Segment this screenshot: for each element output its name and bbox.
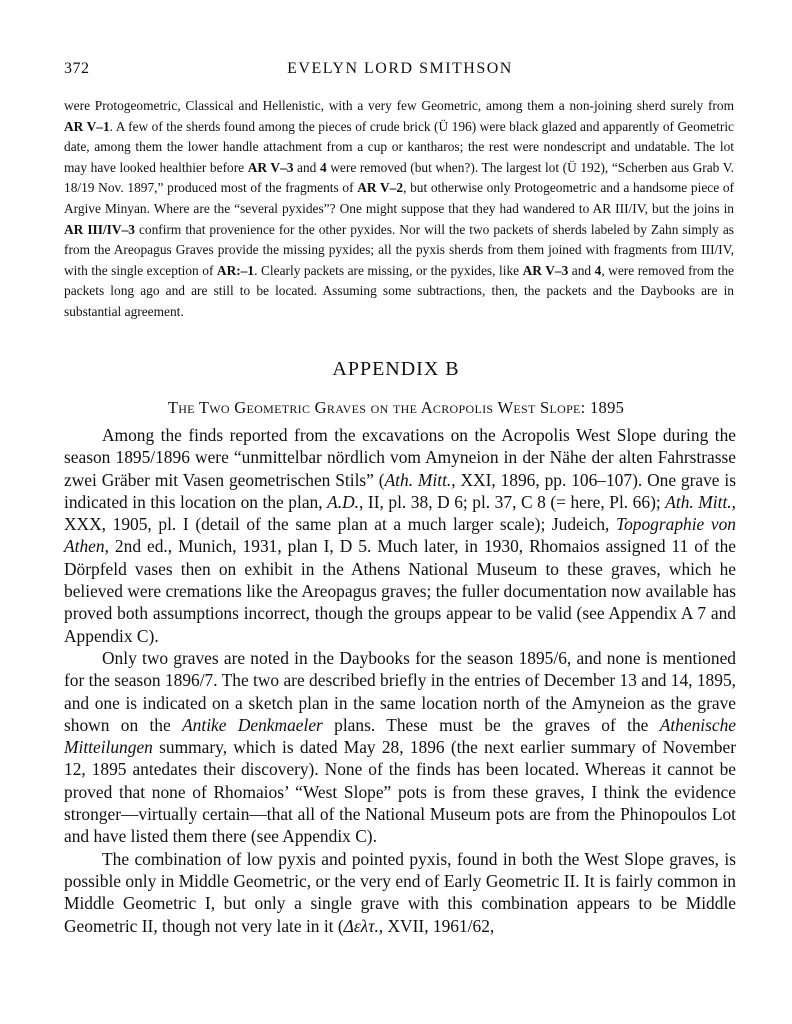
catalog-ref: AR III/IV–3: [64, 221, 135, 237]
citation-title: Ath. Mitt.: [384, 469, 452, 490]
paragraph: [64, 424, 736, 647]
text-run: summary, which is dated May 28, 1896 (the next earlier summary of November 12, 1895 antedates their discovery). None of the finds has been located. Whereas it cannot be proved that none of Rhomaios’ “West Slope” pots is from these graves, I think the evidence stronger—virtually certain—that all of the National Museum pots are from the Phinopoulos Lot and have listed them there (see Appendix C).: [64, 737, 736, 847]
citation-title: Topographie von Athen: [64, 514, 736, 557]
running-head: [64, 60, 736, 82]
citation-title: A.D.: [327, 491, 360, 512]
paragraph: [64, 647, 736, 848]
text-run: and: [568, 262, 595, 278]
catalog-ref: AR V–1: [64, 118, 110, 134]
catalog-ref: AR V–3: [247, 159, 294, 175]
text-run: plans. These must be the graves of the: [322, 714, 660, 735]
text-run: . Clearly packets are missing, or the pyxides, like: [254, 262, 523, 278]
text-run: were Protogeometric, Classical and Hellenistic, with a very few Geometric, among them a non-joining sherd surely from: [64, 98, 734, 113]
paragraph: [64, 848, 736, 937]
text-run: , XXX, 1905, pl. I (detail of the same plan at a much larger scale); Judeich,: [64, 491, 736, 535]
citation-title: Ath. Mitt.: [665, 491, 732, 512]
appendix-subtitle: The Two Geometric Graves on the Acropolis West Slope: 1895: [167, 398, 625, 417]
text-run: . A few of the sherds found among the pieces of crude brick (Ü 196) were black glazed and apparently of Geometric date, among them the lower handle attachment from a cup or kantharos; the rest were nondescript and undatable. The lot may have looked healthier before: [64, 118, 734, 175]
text-run: , XXI, 1896, pp. 106–107). One grave is indicated in this location on the plan,: [64, 469, 736, 512]
catalog-ref: AR V–3: [522, 262, 569, 278]
text-run: , 2nd ed., Munich, 1931, plan I, D 5. Much later, in 1930, Rhomaios assigned 11 of the Dörpfeld vases then on exhibit in the Athens National Museum to these graves, which he believed were cremations like the Areopagus graves; the fuller documentation now available has proved both assumptions incorrect, though the groups appear to be valid (see Appendix A 7 and Appendix C).: [64, 536, 736, 646]
citation-title: Antike Denkmaeler: [182, 714, 323, 735]
page-number: 372: [64, 60, 90, 77]
citation-title: Δελτ.: [343, 915, 379, 936]
body-text: [64, 424, 736, 937]
catalog-ref: 4: [594, 262, 602, 278]
text-run: , XVII, 1961/62,: [378, 915, 495, 936]
catalog-ref: AR:–1: [216, 262, 255, 278]
text-run: confirm that provenience for the other pyxides. Nor will the two packets of sherds labeled by Zahn simply as from the Areopagus Graves provide the missing pyxides; all the pyxis sherds from them joined with fragments from III/IV, with the single exception of: [64, 221, 734, 278]
text-run: , but otherwise only Protogeometric and a handsome piece of Argive Minyan. Where are the “several pyxides”? One might suppose that they had wandered to AR III/IV, but the joins in: [64, 180, 734, 216]
catalog-ref: 4: [319, 159, 327, 175]
running-head-author: EVELYN LORD SMITHSON: [287, 60, 513, 77]
text-run: Among the finds reported from the excavations on the Acropolis West Slope during the season 1895/1896 were “unmittelbar nördlich vom Amyneion in der Nähe der alten Fahrstrasse zwei Gräber mit Vasen geometrischen Stils” (: [64, 425, 736, 490]
appendix-title: APPENDIX B: [332, 358, 460, 380]
continued-paragraph: [64, 96, 734, 323]
catalog-ref: AR V–2: [357, 180, 404, 196]
text-run: Only two graves are noted in the Daybooks for the season 1895/6, and none is mentioned for the season 1896/7. The two are described briefly in the entries of December 13 and 14, 1895, and one is indicated on a sketch plan in the same location north of the Amyneion as the grave shown on the: [64, 647, 736, 735]
text-run: The combination of low pyxis and pointed pyxis, found in both the West Slope graves, is possible only in Middle Geometric, or the very end of Early Geometric II. It is fairly common in Middle Geometric I, but only a single grave with this combination appears to be Middle Geometric II, though not very late in it (: [64, 848, 736, 936]
text-run: , were removed from the packets long ago and are still to be located. Assuming some subtractions, then, the packets and the Daybooks are in substantial agreement.: [64, 262, 734, 319]
text-run: , II, pl. 38, D 6; pl. 37, C 8 (= here, Pl. 66);: [359, 491, 666, 512]
text-run: and: [293, 159, 320, 175]
text-run: were removed (but when?). The largest lot (Ü 192), “Scherben aus Grab V. 18/19 Nov. 1897,” produced most of the fragments of: [64, 159, 735, 196]
citation-title: Athenische Mitteilungen: [64, 714, 737, 758]
